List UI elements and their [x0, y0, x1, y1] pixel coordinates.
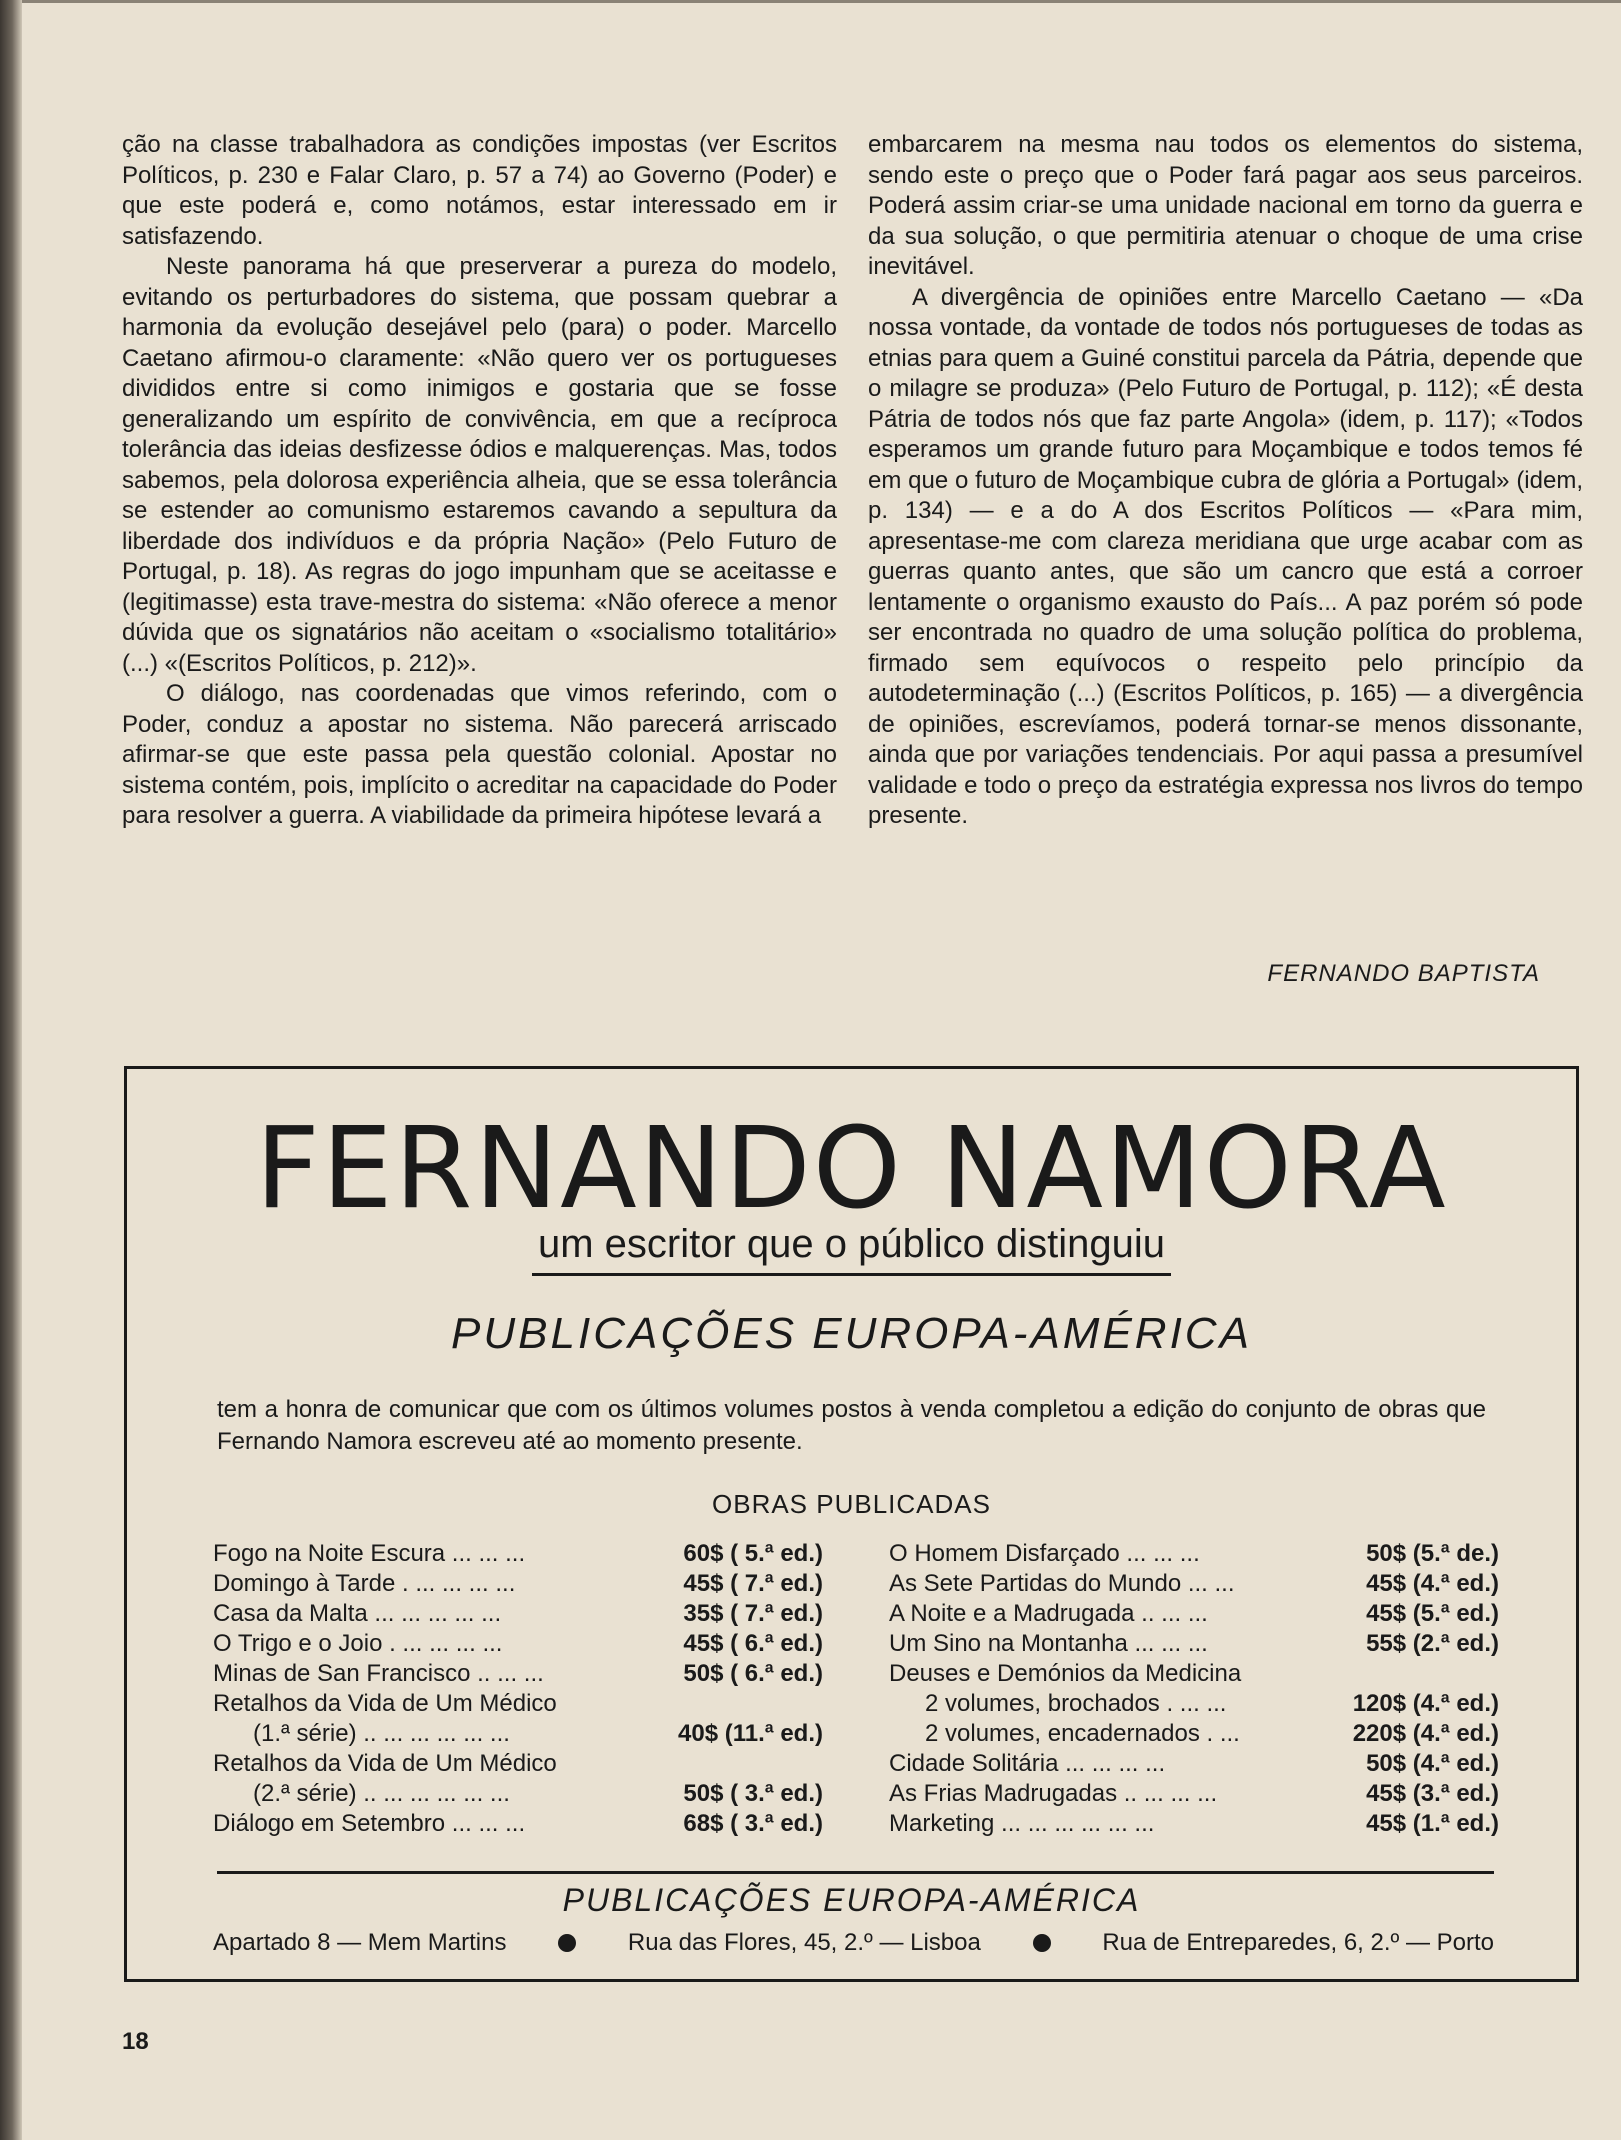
work-title: Cidade Solitária ... ... ... ...: [889, 1750, 1166, 1777]
work-title: Retalhos da Vida de Um Médico: [213, 1690, 557, 1717]
works-list-right: [889, 1539, 1499, 1839]
work-price: 45$ (3.ª ed.): [1366, 1780, 1499, 1807]
work-item: [213, 1539, 823, 1569]
ad-publisher: PUBLICAÇÕES EUROPA-AMÉRICA: [451, 1309, 1252, 1358]
page-binding-shadow: [0, 0, 22, 2140]
work-title: 2 volumes, brochados . ... ...: [925, 1690, 1227, 1717]
work-title: Fogo na Noite Escura ... ... ...: [213, 1540, 526, 1567]
article-paragraph: ção na classe trabalhadora as condições impostas (ver Escritos Políticos, p. 230 e Falar Claro, p. 57 a 74) ao Governo (Poder) e que este poderá e, como notámos, estar interessado em ir satisfazendo.: [122, 131, 837, 250]
work-title: A Noite e a Madrugada .. ... ...: [889, 1600, 1208, 1627]
work-title: Retalhos da Vida de Um Médico: [213, 1750, 557, 1777]
work-price: 50$ (4.ª ed.): [1366, 1750, 1499, 1777]
work-item: [213, 1659, 823, 1689]
work-item: [213, 1599, 823, 1629]
work-title: Marketing ... ... ... ... ... ...: [889, 1810, 1155, 1837]
work-title: (2.ª série) .. ... ... ... ... ...: [253, 1780, 510, 1807]
work-item: [889, 1539, 1499, 1569]
work-price: 50$ (5.ª de.): [1366, 1540, 1499, 1567]
work-item: [213, 1719, 823, 1749]
work-price: 45$ (1.ª ed.): [1366, 1810, 1499, 1837]
work-item: [889, 1569, 1499, 1599]
work-title: As Sete Partidas do Mundo ... ...: [889, 1570, 1235, 1597]
article-author: FERNANDO BAPTISTA: [1267, 960, 1540, 987]
work-item: [889, 1809, 1499, 1839]
ad-intro: tem a honra de comunicar que com os últimos volumes postos à venda completou a edição do conjunto de obras que Fernando Namora escreveu até ao momento presente.: [217, 1396, 1486, 1455]
page-number: 18: [122, 2028, 149, 2055]
work-title: (1.ª série) .. ... ... ... ... ...: [253, 1720, 510, 1747]
work-title: O Homem Disfarçado ... ... ...: [889, 1540, 1200, 1567]
ad-addresses: [213, 1929, 1494, 1957]
bullet-icon: [558, 1934, 576, 1952]
work-price: 35$ ( 7.ª ed.): [683, 1600, 823, 1627]
works-list-left: [213, 1539, 823, 1839]
bullet-icon: [1033, 1934, 1051, 1952]
article-paragraph: Neste panorama há que preserverar a pureza do modelo, evitando os perturbadores do sistema, que possam quebrar a harmonia da evolução desejável pelo (para) o poder. Marcello Caetano afirmou-o claramente: «Não quero ver os portugueses divididos entre si como inimigos e gostaria que se fosse generalizando um espírito de convivência, em que a recíproca tolerância das ideias desfizesse ódios e malquerenças. Mas, todos sabemos, pela dolorosa experiência alheia, que se essa tolerância se estender ao comunismo estaremos cavando a sepultura da liberdade dos indivíduos e da própria Nação» (Pelo Futuro de Portugal, p. 18). As regras do jogo impunham que se aceitasse e (legitimasse) esta trave-mestra do sistema: «Não oferece a menor dúvida que os signatários não aceitam o «socialismo totalitário» (...) «(Escritos Políticos, p. 212)».: [122, 253, 837, 677]
work-price: 45$ ( 6.ª ed.): [683, 1630, 823, 1657]
address-porto: Rua de Entreparedes, 6, 2.º — Porto: [1102, 1929, 1494, 1956]
ad-subheadline-text: um escritor que o público distinguiu: [532, 1219, 1171, 1276]
article-paragraph: A divergência de opiniões entre Marcello Caetano — «Da nossa vontade, da vontade de todos nós portugueses de todas as etnias para quem a Guiné constitui parcela da Pátria, depende que o milagre se produza» (Pelo Futuro de Portugal, p. 112); «É desta Pátria de todos nós que faz parte Angola» (idem, p. 117); «Todos esperamos um grande futuro para Moçambique e todos temos fé em que o futuro de Moçambique cubra de glória a Portugal» (idem, p. 134) — e a do A dos Escritos Políticos — «Para mim, apresentase-me com clareza meridiana que urge acabar com as guerras quanto antes, que são um cancro que está a corroer lentamente o organismo exausto do País... A paz porém só pode ser encontrada no quadro de uma solução política do problema, firmado sem equívocos o respeito pelo princípio da autodeterminação (...) (Escritos Políticos, p. 165) — a divergência de opiniões, escrevíamos, poderá tornar-se menos dissonante, ainda que por variações tendenciais. Por aqui passa a presumível validade e todo o preço da estratégia expressa nos livros do tempo presente.: [868, 283, 1583, 829]
article-paragraph: O diálogo, nas coordenadas que vimos referindo, com o Poder, conduz a apostar no sistema. Não parecerá arriscado afirmar-se que este passa pela questão colonial. Apostar no sistema contém, pois, implícito o acreditar na capacidade do Poder para resolver a guerra. A viabilidade da primeira hipótese levará a: [122, 680, 837, 829]
work-title: Um Sino na Montanha ... ... ...: [889, 1630, 1208, 1657]
work-item: [889, 1749, 1499, 1779]
ad-headline: FERNANDO NAMORA: [255, 1104, 1448, 1234]
work-item: [213, 1569, 823, 1599]
address-mem-martins: Apartado 8 — Mem Martins: [213, 1929, 507, 1956]
work-price: 60$ ( 5.ª ed.): [683, 1540, 823, 1567]
work-price: 45$ (4.ª ed.): [1366, 1570, 1499, 1597]
work-item: [889, 1629, 1499, 1659]
work-price: 55$ (2.ª ed.): [1366, 1630, 1499, 1657]
ad-divider: [217, 1871, 1494, 1874]
page-top-edge: [22, 0, 1621, 3]
address-lisboa: Rua das Flores, 45, 2.º — Lisboa: [627, 1929, 981, 1956]
article-paragraph: embarcarem na mesma nau todos os elementos do sistema, sendo este o preço que o Poder fará pagar aos seus parceiros. Poderá assim criar-se uma unidade nacional em torno da guerra e da sua solução, o que permitiria atenuar o choque de uma crise inevitável.: [868, 131, 1583, 280]
work-price: 220$ (4.ª ed.): [1352, 1720, 1499, 1747]
work-price: 40$ (11.ª ed.): [678, 1720, 823, 1747]
work-price: 45$ ( 7.ª ed.): [683, 1570, 823, 1597]
work-title: Domingo à Tarde . ... ... ... ...: [213, 1570, 516, 1597]
advertisement-box: [124, 1066, 1579, 1982]
work-item: [889, 1719, 1499, 1749]
work-item: [213, 1809, 823, 1839]
work-item: [889, 1659, 1499, 1689]
work-title: O Trigo e o Joio . ... ... ... ...: [213, 1630, 503, 1657]
work-item: [213, 1749, 823, 1779]
work-title: 2 volumes, encadernados . ...: [925, 1720, 1240, 1747]
ad-subheadline: [127, 1219, 1576, 1276]
work-price: 68$ ( 3.ª ed.): [683, 1810, 823, 1837]
ad-footer-publisher: PUBLICAÇÕES EUROPA-AMÉRICA: [562, 1882, 1141, 1918]
work-price: 120$ (4.ª ed.): [1352, 1690, 1499, 1717]
work-title: As Frias Madrugadas .. ... ... ...: [889, 1780, 1218, 1807]
work-item: [213, 1629, 823, 1659]
work-price: 50$ ( 3.ª ed.): [683, 1780, 823, 1807]
work-title: Diálogo em Setembro ... ... ...: [213, 1810, 526, 1837]
work-item: [213, 1689, 823, 1719]
article-left-column: [122, 130, 837, 832]
work-price: 50$ ( 6.ª ed.): [683, 1660, 823, 1687]
work-item: [889, 1779, 1499, 1809]
work-title: Casa da Malta ... ... ... ... ...: [213, 1600, 502, 1627]
work-item: [889, 1689, 1499, 1719]
work-title: Deuses e Demónios da Medicina: [889, 1660, 1242, 1687]
work-item: [213, 1779, 823, 1809]
work-title: Minas de San Francisco .. ... ...: [213, 1660, 544, 1687]
work-item: [889, 1599, 1499, 1629]
works-list-title: OBRAS PUBLICADAS: [712, 1489, 991, 1519]
work-price: 45$ (5.ª ed.): [1366, 1600, 1499, 1627]
article-right-column: [868, 130, 1583, 832]
